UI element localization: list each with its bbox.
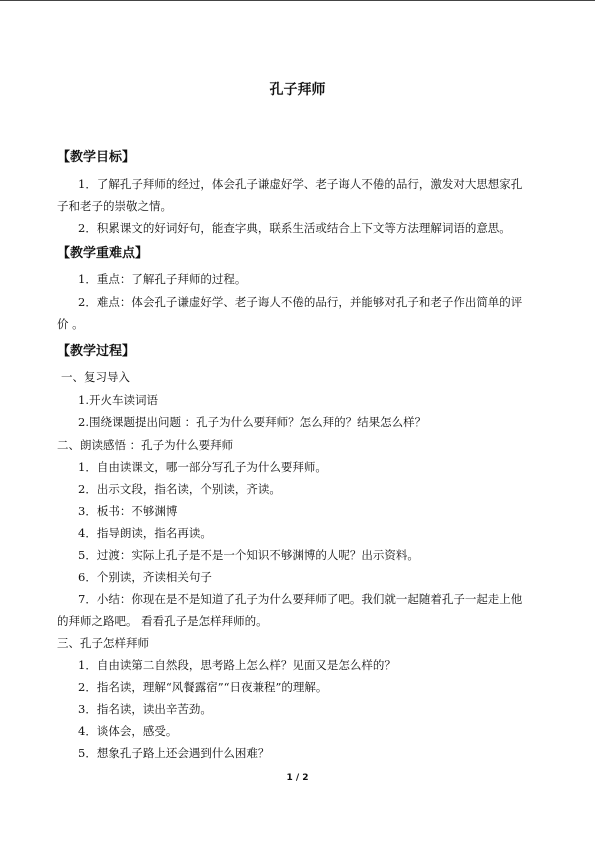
text-line: 2．指名读，理解“风餐露宿”“日夜兼程”的理解。 bbox=[78, 680, 328, 694]
text-line: 1．自由读第二自然段，思考路上怎么样？见面又是怎么样的？ bbox=[78, 658, 396, 672]
text-line: 一、复习导入 bbox=[61, 370, 130, 384]
text-line: 6．个别读，齐读相关句子 bbox=[78, 570, 212, 584]
text-line: 2．出示文段，指名读，个别读，齐读。 bbox=[78, 482, 281, 496]
text-line: 1．自由读课文，哪一部分写孔子为什么要拜师。 bbox=[78, 460, 327, 474]
text-line: 2．难点：体会孔子谦虚好学、老子诲人不倦的品行，并能够对孔子和老子作出简单的评 bbox=[78, 295, 523, 309]
page-top-rule bbox=[0, 0, 595, 1]
text-line: 3．板书：不够渊博 bbox=[78, 504, 178, 518]
text-line: 二、朗读感悟 ：孔子为什么要拜师 bbox=[57, 438, 234, 452]
text-line: 3．指名读，读出辛苦劲。 bbox=[78, 702, 212, 716]
text-line: 7．小结：你现在是不是知道了孔子为什么要拜师了吧。我们就一起随着孔子一起走上他 bbox=[78, 592, 523, 606]
text-line: 子和老子的崇敬之情。 bbox=[57, 199, 172, 213]
text-line: 三、孔子怎样拜师 bbox=[57, 636, 149, 650]
section-heading-process: 【教学过程】 bbox=[57, 344, 136, 359]
section-heading-keypoints: 【教学重难点】 bbox=[57, 246, 149, 261]
text-line: 1.开火车读词语 bbox=[78, 393, 158, 407]
section-heading-goals: 【教学目标】 bbox=[57, 150, 136, 165]
text-line: 5．过渡：实际上孔子是不是一个知识不够渊博的人呢？出示资料。 bbox=[78, 548, 419, 562]
text-line: 的拜师之路吧。 看看孔子是怎样拜师的。 bbox=[57, 614, 268, 628]
text-line: 5．想象孔子路上还会遇到什么困难？ bbox=[78, 746, 270, 760]
text-line: 2．积累课文的好词好句，能查字典，联系生活或结合上下文等方法理解词语的意思。 bbox=[78, 221, 511, 235]
document-title: 孔子拜师 bbox=[269, 82, 326, 98]
page-number: 1 / 2 bbox=[286, 773, 309, 783]
text-line: 4．指导朗读，指名再读。 bbox=[78, 526, 212, 540]
text-line: 1．重点：了解孔子拜师的过程。 bbox=[78, 272, 247, 286]
text-line: 1．了解孔子拜师的经过，体会孔子谦虚好学、老子诲人不倦的品行，激发对大思想家孔 bbox=[78, 177, 523, 191]
text-line: 2.围绕课题提出问题 ：孔子为什么要拜师？怎么拜的？结果怎么样？ bbox=[78, 415, 427, 429]
text-line: 价 。 bbox=[57, 317, 84, 331]
text-line: 4．谈体会，感受。 bbox=[78, 724, 178, 738]
